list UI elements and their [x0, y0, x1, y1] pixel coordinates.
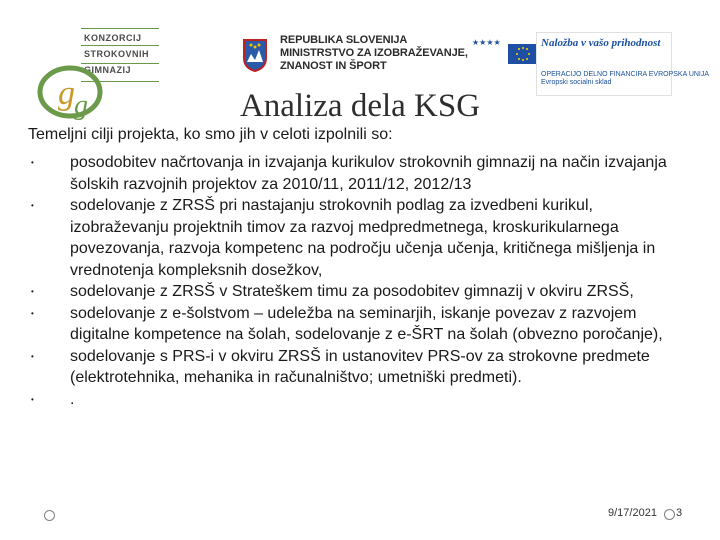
bullet-item	[28, 346, 688, 389]
eu-small-line-2: Evropski socialni sklad	[541, 79, 612, 86]
bullet-dot: •	[31, 308, 34, 318]
bullet-dot: •	[31, 394, 34, 404]
bullet-dot: •	[31, 287, 34, 296]
eu-logo	[472, 32, 710, 94]
bullet-dot: •	[31, 158, 34, 167]
svg-text:g: g	[58, 75, 75, 112]
bullet-text: posodobitev načrtovanja in izvajanja kurikulov strokovnih gimnazij na način izvajanja šolskih razvojnih projektov za 2010/11, 2011/12, 2012/13	[70, 154, 667, 193]
bullet-text: sodelovanje z ZRSŠ v Strateškem timu za posodobitev gimnazij v okviru ZRSŠ,	[70, 283, 634, 300]
svg-text:g: g	[74, 90, 88, 120]
footer-circle-left-icon	[44, 510, 55, 521]
footer-date: 9/17/2021	[608, 507, 657, 519]
bullet-item	[28, 281, 688, 303]
bullet-item	[28, 389, 688, 411]
slide-title: Analiza dela KSG	[239, 88, 481, 124]
bullet-text: sodelovanje z e-šolstvom – udeležba na seminarjih, iskanje povezav z razvojem digitalne kompetence na šolah, sodelovanje z e-ŠRT na šolah (obvezno poročanje),	[70, 304, 663, 343]
bullet-text: .	[70, 390, 75, 408]
ministry-line-3: ZNANOST IN ŠPORT	[280, 60, 387, 72]
slide-intro: Temeljni cilji projekta, ko smo jih v celoti izpolnili so:	[28, 126, 393, 143]
eu-flag-icon	[508, 44, 538, 64]
eu-slogan: Naložba v vašo prihodnost	[541, 37, 661, 49]
stars-strip: ★★★★	[472, 38, 501, 47]
konzorcij-line-3: GIMNAZIJ	[84, 65, 132, 75]
footer-circle-right-icon	[664, 509, 675, 520]
bullet-dot: •	[31, 201, 34, 210]
bullet-item	[28, 195, 688, 281]
ministry-logo	[238, 34, 468, 82]
ministry-line-2: MINISTRSTVO ZA IZOBRAŽEVANJE,	[280, 47, 468, 59]
slovenia-coat-of-arms-icon	[242, 38, 268, 72]
konzorcij-line-1: KONZORCIJ	[84, 33, 142, 43]
konzorcij-line-2: STROKOVNIH	[84, 49, 150, 59]
bullet-dot: •	[31, 351, 34, 361]
bullet-item	[28, 152, 688, 195]
bullet-text: sodelovanje s PRS-i v okviru ZRSŠ in ustanovitev PRS-ov za strokovne predmete (elektrotehnika, mehanika in računalništvo; umetniški predmeti).	[70, 347, 650, 386]
bullet-item	[28, 303, 688, 346]
bullet-text: sodelovanje z ZRSŠ pri nastajanju strokovnih podlag za izvedbeni kurikul, izobraževanju projektnih timov za razvoj medpredmetnega, kroskurikularnega povezovanja, razvoja kompetenc na področju učenja učenja, kritičnega mišljenja in vrednotenja kompleksnih dosežkov,	[70, 197, 656, 279]
slide-number: 3	[676, 507, 683, 519]
eu-slogan-box	[536, 32, 710, 96]
ministry-line-1: REPUBLIKA SLOVENIJA	[280, 34, 408, 46]
bullet-list	[28, 152, 688, 410]
eu-small-line-1: OPERACIJO DELNO FINANCIRA EVROPSKA UNIJA	[541, 71, 710, 78]
